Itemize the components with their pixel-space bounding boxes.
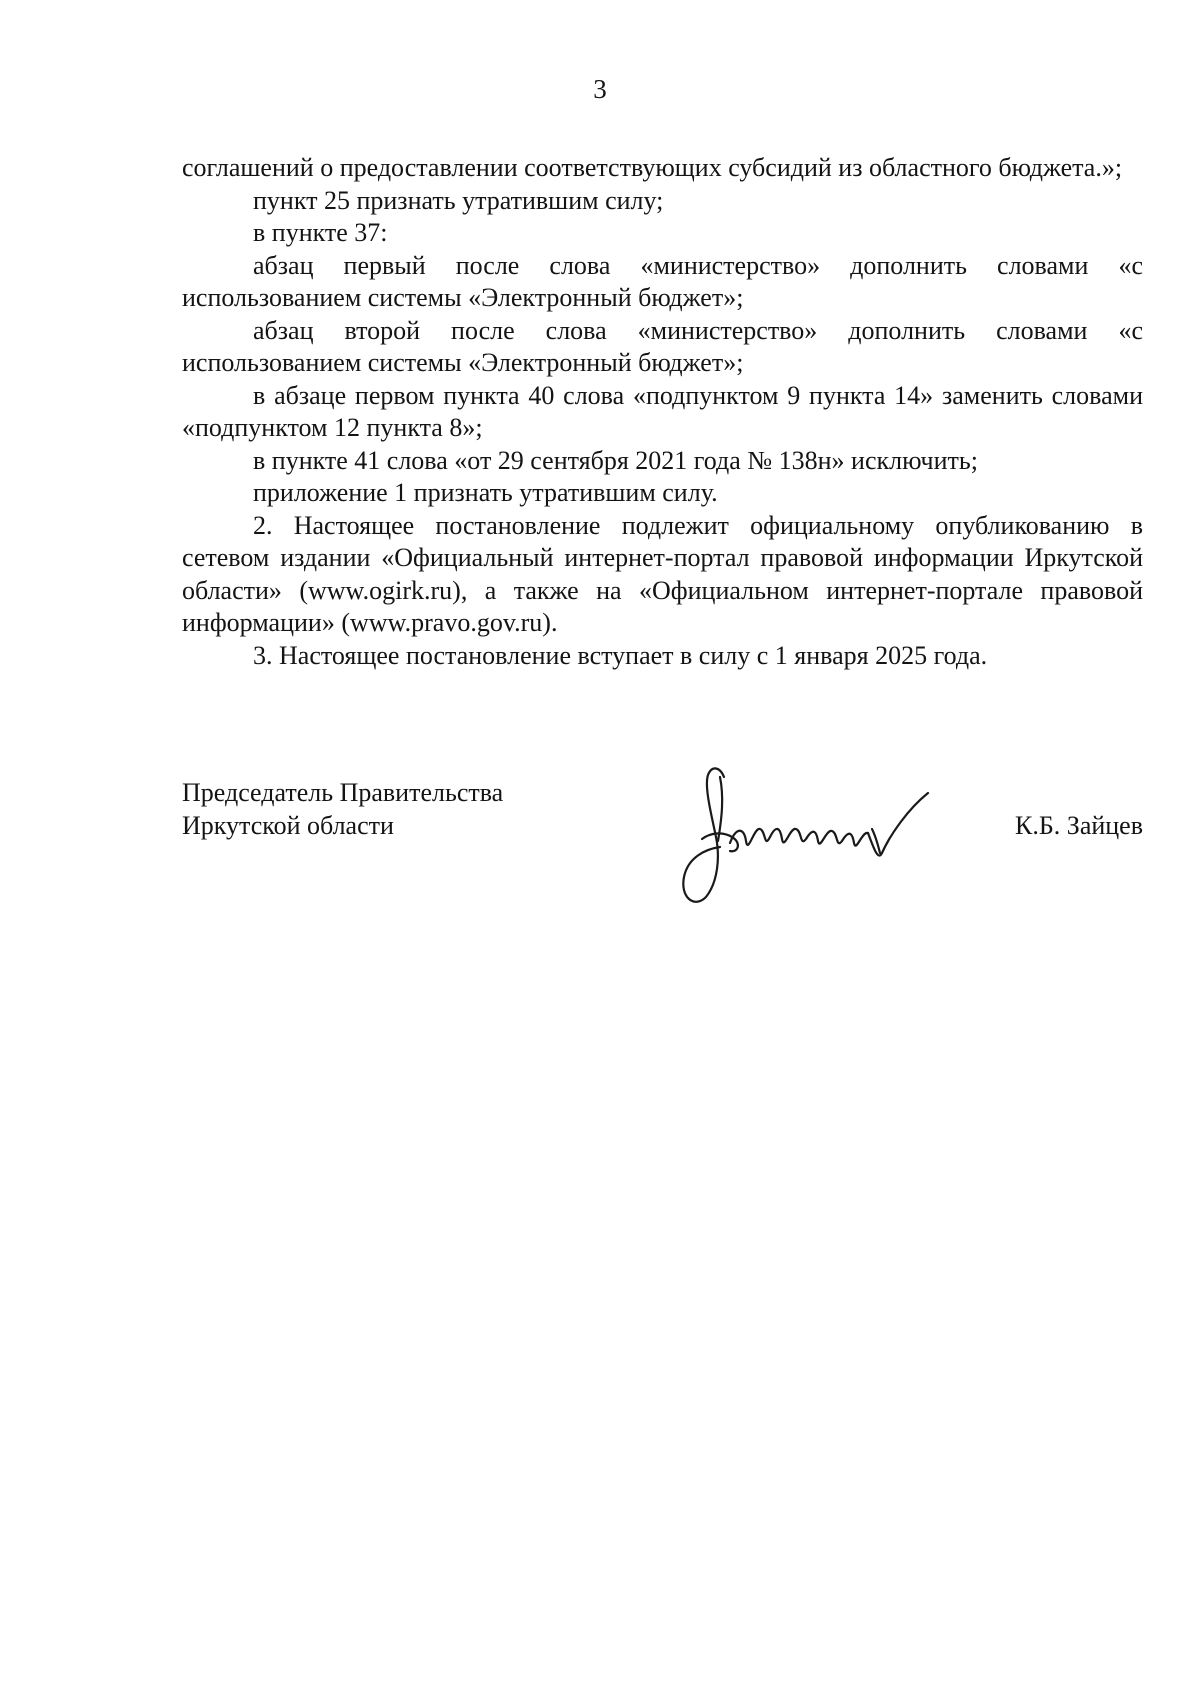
signatory-position-line: Председатель Правительства xyxy=(182,778,504,807)
paragraph: пункт 25 признать утратившим силу; xyxy=(253,185,664,215)
signatory-position-line: Иркутской области xyxy=(182,811,394,840)
paragraph: 2. Настоящее постановление подлежит официальному опубликованию в сетевом издании «Официальный интернет-портал правовой информации Иркутской области» (www.ogirk.ru), а также на «Официальном интернет-портале правовой информации» (www.pravo.gov.ru). xyxy=(182,510,1143,637)
paragraph: абзац первый после слова «министерство» дополнить словами «с использованием системы «Электронный бюджет»; xyxy=(182,250,1143,312)
paragraph: в пункте 41 слова «от 29 сентября 2021 года № 138н» исключить; xyxy=(253,445,978,475)
paragraph: в абзаце первом пункта 40 слова «подпунктом 9 пункта 14» заменить словами «подпунктом 12 пункта 8»; xyxy=(182,380,1143,442)
page-number: 3 xyxy=(593,74,607,104)
paragraph: приложение 1 признать утратившим силу. xyxy=(253,478,718,507)
signatory-name: К.Б. Зайцев xyxy=(1015,811,1143,840)
paragraph: соглашений о предоставлении соответствующих субсидий из областного бюджета.»; xyxy=(182,153,1123,182)
signatory-position xyxy=(182,776,503,842)
paragraph: абзац второй после слова «министерство» дополнить словами «с использованием системы «Электронный бюджет»; xyxy=(182,315,1143,377)
handwritten-signature xyxy=(672,757,942,907)
document-body xyxy=(182,152,1143,672)
paragraph: в пункте 37: xyxy=(253,218,388,247)
paragraph: 3. Настоящее постановление вступает в силу с 1 января 2025 года. xyxy=(253,640,988,670)
